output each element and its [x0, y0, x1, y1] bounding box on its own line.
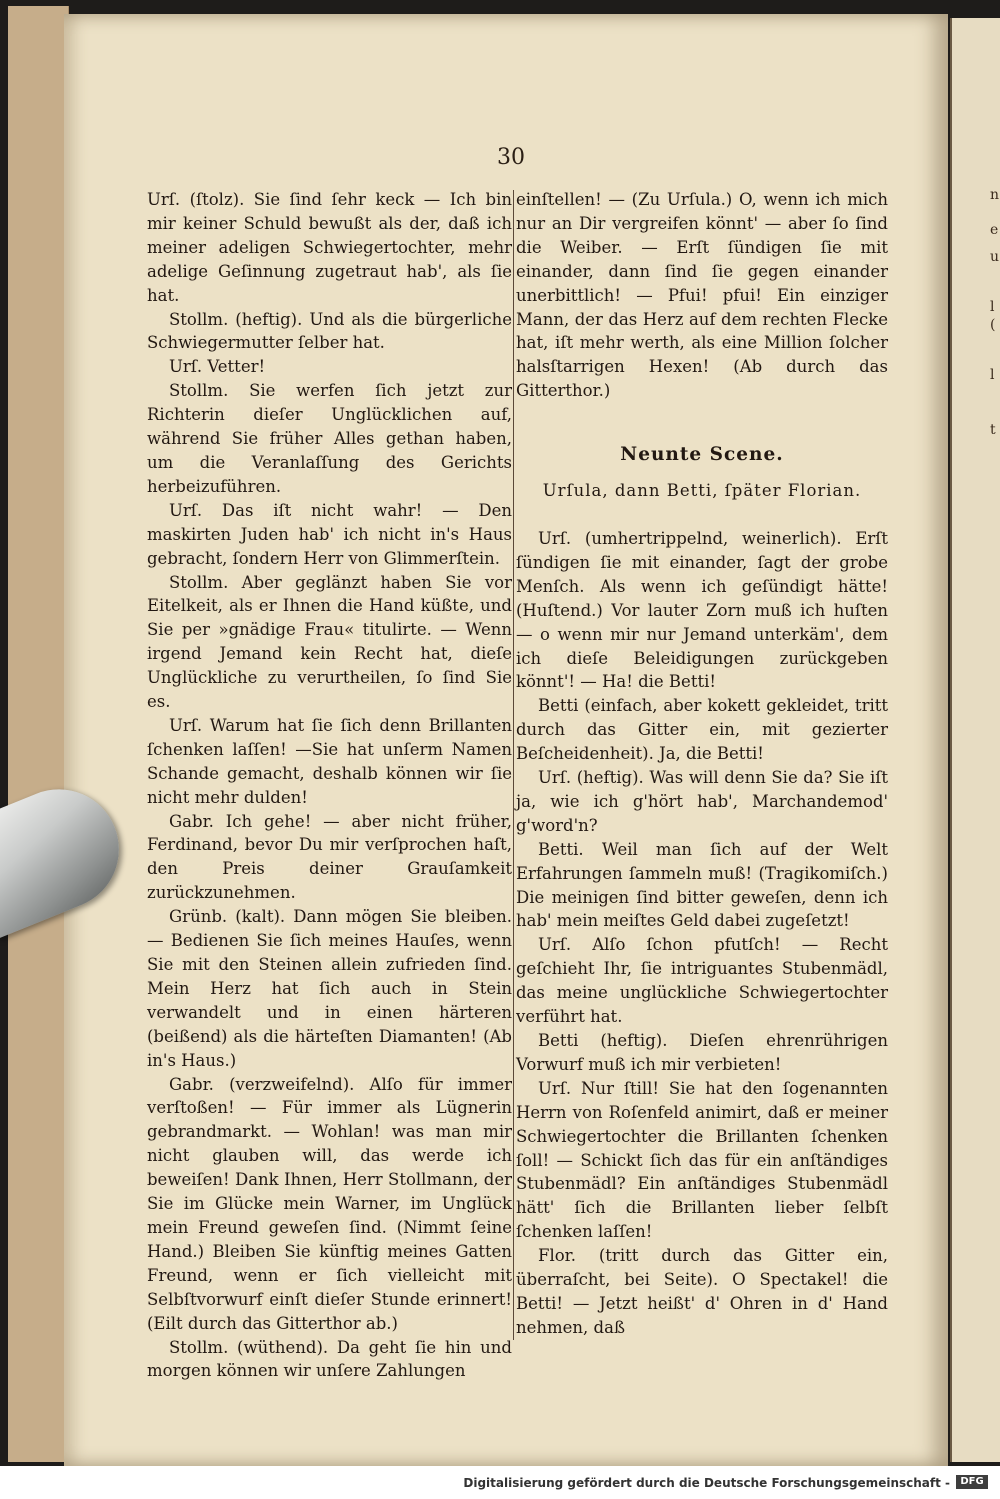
paragraph: Urſ. (ſtolz). Sie ſind ſehr keck — Ich bin mir keiner Schuld bewußt als der, daß ich meiner adeligen Schwiegertochter, mehr adelige Geſinnung zugetraut hab', als ſie hat.	[147, 190, 512, 305]
paragraph: Urſ. Nur ſtill! Sie hat den ſogenannten Herrn von Roſenfeld animirt, daß er meiner Schwiegertochter die Brillanten ſchenken ſoll! — Schickt ſich das für ein anſtändiges Stubenmädl? Ein anſtändiges Stubenmädl hätt' ſich die Brillanten lieber ſelbſt ſchenken laſſen!	[516, 1078, 888, 1242]
paragraph: Betti (einfach, aber kokett gekleidet, tritt durch das Gitter ein, mit gezierter Beſcheidenheit). Ja, die Betti!	[516, 696, 888, 764]
paragraph: Stollm. (wüthend). Da geht ſie hin und morgen können wir unſere Zahlungen	[147, 1337, 512, 1381]
paragraph: einſtellen! — (Zu Urſula.) O, wenn ich mich nur an Dir vergreifen könnt' — aber ſo ſind die Weiber. — Erſt ſündigen ſie mit einander, dann ſind ſie gegen einander unerbittlich! — Pfui! pfui! Ein einziger Mann, der das Herz auf dem rechten Flecke hat, iſt mehr werth, als eine Million ſolcher halsſtarrigen Hexen! (Ab durch das Gitterthor.)	[516, 190, 888, 401]
paragraph: Flor. (tritt durch das Gitter ein, überraſcht, bei Seite). O Spectakel! die Betti! — Jetzt heißt' d' Ohren in d' Hand nehmen, daß	[516, 1246, 888, 1337]
scene-heading: Neunte Scene.	[620, 444, 784, 466]
paragraph: Urſ. Alſo ſchon pfutſch! — Recht geſchieht Ihr, ſie intriguantes Stubenmädl, das meine unglückliche Schwiegertochter verführt hat.	[516, 935, 888, 1027]
facing-page-fragment: e	[990, 222, 999, 238]
paragraph: Betti (heftig). Dieſen ehrenrührigen Vorwurf muß ich mir verbieten!	[516, 1031, 888, 1074]
paragraph: Urſ. Warum hat ſie ſich denn Brillanten ſchenken laſſen! —Sie hat unſerm Namen Schande gemacht, deshalb können wir ſie nicht mehr dulden!	[147, 715, 512, 807]
underlying-page-edge	[8, 6, 69, 1462]
funding-notice: Digitalisierung gefördert durch die Deutsche Forschungsgemeinschaft -	[463, 1476, 950, 1490]
paragraph: Grünb. (kalt). Dann mögen Sie bleiben. — Bedienen Sie ſich meines Hauſes, wenn Sie mit den Steinen allein zufrieden ſind. Mein Herz hat ſich auch in Stein verwandelt und in einen härteren (beißend) als die härteſten Diamanten! (Ab in's Haus.)	[147, 907, 512, 1070]
facing-page-fragment: l	[990, 367, 995, 383]
paragraph: Gabr. (verzweifelnd). Alſo für immer verſtoßen! — Für immer als Lügnerin gebrandmarkt. — Wohlan! was man mir nicht glauben will, das werde ich beweiſen! Dank Ihnen, Herr Stollmann, der Sie im Glücke mein Warner, im Unglück mein Freund geweſen ſind. (Nimmt ſeine Hand.) Bleiben Sie künftig meines Gatten Freund, wenn er ſich vielleicht mit Selbſtvorwurf einſt dieſer Stunde erinnert! (Eilt durch das Gitterthor ab.)	[147, 1074, 512, 1333]
paragraph: Stollm. (heftig). Und als die bürgerliche Schwiegermutter ſelber hat.	[147, 309, 512, 353]
paragraph: Gabr. Ich gehe! — aber nicht früher, Ferdinand, bevor Du mir verſprochen haſt, den Preis deiner Grauſamkeit zurückzunehmen.	[147, 811, 512, 903]
footer-bar	[0, 1466, 1000, 1499]
facing-page-edge	[950, 18, 1000, 1462]
facing-page-fragment: t	[990, 422, 996, 438]
scene-cast: Urſula, dann Betti, ſpäter Florian.	[542, 481, 862, 501]
paragraph: Stollm. Sie werfen ſich jetzt zur Richterin dieſer Unglücklichen auf, während Sie früher Alles gethan haben, um die Veranlaſſung des Gerichts herbeizuführen.	[147, 381, 512, 496]
left-column	[147, 188, 512, 1383]
page-number: 30	[497, 145, 525, 170]
facing-page-fragment: (	[990, 317, 996, 333]
right-column	[516, 188, 888, 1340]
paragraph: Stollm. Aber geglänzt haben Sie vor Eitelkeit, als er Ihnen die Hand küßte, und Sie per »gnädige Frau« titulirte. — Wenn irgend Jemand kein Recht hat, dieſe Unglückliche zu verurtheilen, ſo ſind Sie es.	[147, 572, 512, 712]
facing-page-fragment: u	[990, 249, 1000, 265]
column-divider	[513, 190, 514, 1340]
paragraph: Urſ. Das iſt nicht wahr! — Den maskirten Juden hab' ich nicht in's Haus gebracht, ſondern Herr von Glimmerſtein.	[147, 500, 512, 568]
paragraph: Urſ. (heftig). Was will denn Sie da? Sie iſt ja, wie ich g'hört hab', Marchandemod' g'word'n?	[516, 768, 888, 835]
facing-page-fragment: l	[990, 299, 995, 315]
dfg-logo: DFG	[956, 1475, 988, 1489]
paragraph: Urſ. (umhertrippelnd, weinerlich). Erſt ſündigen ſie mit einander, ſagt der grobe Menſch. Als wenn ich geſündigt hätte! (Huſtend.) Vor lauter Zorn muß ich huſten — o wenn mir nur Jemand unterkäm', dem ich dieſe Beleidigungen zurückgeben könnt'! — Ha! die Betti!	[516, 528, 888, 692]
paragraph: Urſ. Vetter!	[169, 357, 266, 377]
paragraph: Betti. Weil man ſich auf der Welt Erfahrungen ſammeln muß! (Tragikomiſch.) Die meinigen ſind bitter geweſen, denn ich hab' mein meiſtes Geld dabei zugeſetzt!	[516, 839, 888, 931]
facing-page-fragment: n	[990, 187, 1000, 203]
